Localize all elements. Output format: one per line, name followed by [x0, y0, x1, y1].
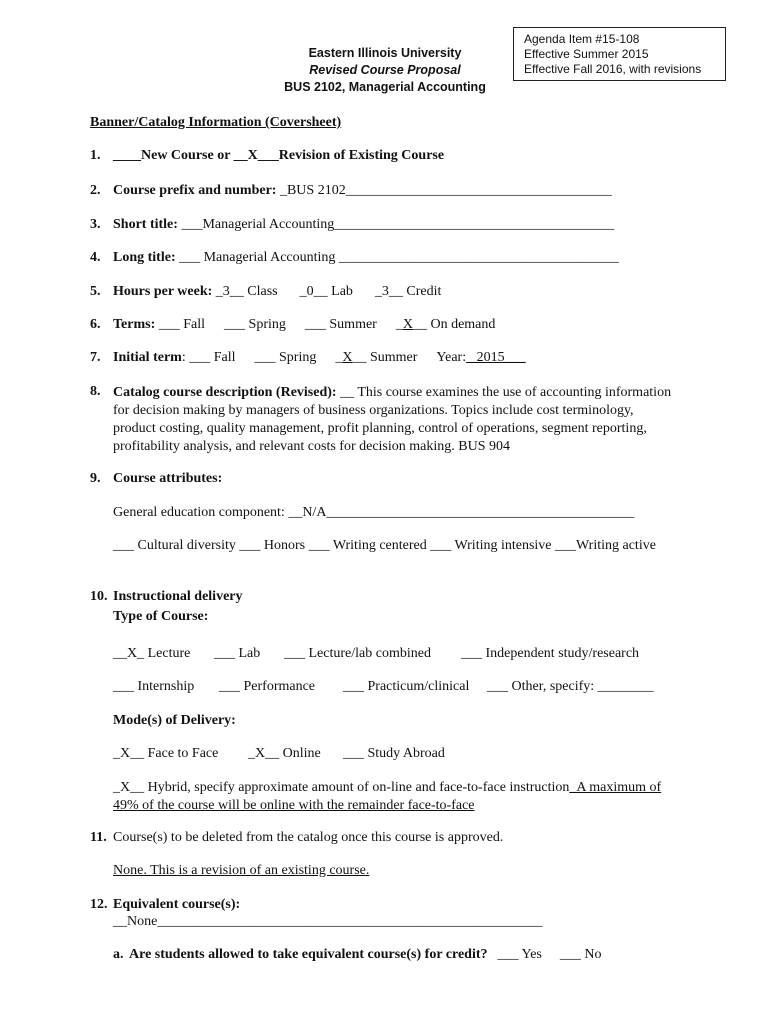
mode-study-abroad: ___ Study Abroad [343, 746, 445, 761]
item-9 [90, 471, 222, 487]
course-type-lab: ___ Lab [214, 646, 261, 661]
mode-online: _X__ Online [248, 746, 321, 761]
catalog-description-text: __ This course examines the use of accounting information for decision making by managers of business organizations. Topics include cost terminology, product costing, quality management, profit planning, control of operations, segment reporting, profitability analysis, and relevant costs for decision making. BUS 904 [113, 385, 672, 454]
item-number: 2. [90, 183, 101, 198]
summer-label: __ Summer [352, 350, 418, 365]
item-2 [90, 183, 612, 199]
item-8-number [90, 384, 113, 400]
item-number: 11. [90, 830, 107, 845]
equivalent-courses-label: Equivalent course(s): [113, 897, 241, 912]
agenda-item-number: Agenda Item #15-108 [524, 32, 640, 46]
proposal-title: Revised Course Proposal [309, 63, 461, 77]
course-prefix-value: _BUS 2102______________________________________ [276, 183, 612, 198]
agenda-effective-fall: Effective Fall 2016, with revisions [524, 62, 702, 76]
terms-demand-label: __ On demand [412, 317, 496, 332]
mode-face-to-face: _X__ Face to Face [113, 746, 219, 761]
catalog-description-label: Catalog course description (Revised): [113, 385, 337, 400]
equivalent-courses-value: __None_______________________________________________________ [113, 914, 543, 929]
item-number: 4. [90, 250, 101, 265]
item-number: 3. [90, 217, 101, 232]
equivalent-credit-question: Are students allowed to take equivalent course(s) for credit? [129, 947, 488, 962]
catalog-description [113, 384, 673, 456]
course-type-independent: ___ Independent study/research [461, 646, 640, 661]
agenda-box [513, 27, 726, 81]
summer-prefix: _ [335, 350, 343, 365]
course-attributes-label: Course attributes: [113, 471, 223, 486]
course-prefix-label: Course prefix and number: [113, 183, 277, 198]
terms-on-demand [396, 317, 496, 332]
item-7 [90, 350, 526, 366]
course-type-practicum: ___ Practicum/clinical [343, 679, 470, 694]
course-type-internship: ___ Internship [113, 679, 195, 694]
initial-term-label: Initial term [113, 350, 182, 365]
terms-label: Terms: [113, 317, 156, 332]
hours-lab: _0__ Lab [299, 284, 353, 299]
initial-term-summer [335, 350, 417, 365]
item-number: 12. [90, 897, 108, 912]
type-of-course-label: Type of Course: [113, 609, 209, 624]
hours-class: _3__ Class [212, 284, 278, 299]
course-type-lecture-lab: ___ Lecture/lab combined [284, 646, 431, 661]
item-12 [90, 897, 240, 913]
course-title: BUS 2102, Managerial Accounting [284, 80, 486, 94]
item-10 [90, 589, 243, 605]
item-6 [90, 317, 495, 333]
modes-of-delivery-label: Mode(s) of Delivery: [113, 713, 236, 728]
short-title-label: Short title: [113, 217, 178, 232]
item-number: 1. [90, 148, 101, 163]
hybrid-specification: _A maximum of 49% of the course will be online with the remainder face-to-face [113, 780, 662, 813]
section-title: Banner/Catalog Information (Coversheet) [90, 115, 342, 130]
university-name: Eastern Illinois University [308, 46, 462, 60]
hybrid-label: _X__ Hybrid, specify approximate amount of on-line and face-to-face instruction [113, 780, 570, 795]
initial-term-fall: ___ Fall [185, 350, 236, 365]
item-number: 5. [90, 284, 101, 299]
item-12a [113, 947, 602, 963]
instructional-delivery-label: Instructional delivery [113, 589, 243, 604]
new-or-revision: ____New Course or __X___Revision of Existing Course [113, 148, 445, 163]
gen-ed-component: General education component: __N/A____________________________________________ [113, 505, 635, 520]
item-4 [90, 250, 619, 266]
long-title-value: ___ Managerial Accounting ________________________________________ [175, 250, 619, 265]
item-12a-letter: a. [113, 947, 124, 962]
item-1 [90, 148, 444, 164]
item-11 [90, 830, 503, 846]
short-title-value: ___Managerial Accounting________________________________________ [177, 217, 615, 232]
equivalent-credit-no: ___ No [559, 947, 602, 962]
hours-credit: _3__ Credit [374, 284, 442, 299]
equivalent-credit-yes: ___ Yes [497, 947, 542, 962]
terms-summer: ___ Summer [304, 317, 377, 332]
initial-term-colon: : [181, 350, 186, 365]
year-value: _2015___ [466, 350, 526, 365]
item-number: 7. [90, 350, 101, 365]
agenda-effective-summer: Effective Summer 2015 [524, 47, 649, 61]
mode-hybrid [113, 779, 673, 815]
hours-label: Hours per week: [113, 284, 213, 299]
terms-demand-mark: X [402, 317, 413, 332]
courses-deleted-text: Course(s) to be deleted from the catalog once this course is approved. [113, 830, 504, 845]
summer-mark: X [342, 350, 353, 365]
terms-demand-prefix: _ [395, 317, 403, 332]
item-number: 10. [90, 589, 108, 604]
terms-fall: ___ Fall [155, 317, 206, 332]
initial-term-spring: ___ Spring [254, 350, 317, 365]
terms-spring: ___ Spring [224, 317, 286, 332]
item-3 [90, 217, 614, 233]
courses-deleted-answer: None. This is a revision of an existing course. [113, 863, 370, 878]
item-number: 6. [90, 317, 101, 332]
item-5 [90, 284, 441, 300]
course-type-lecture: __X_ Lecture [113, 646, 191, 661]
course-type-performance: ___ Performance [219, 679, 316, 694]
course-type-other: ___ Other, specify: ________ [487, 679, 654, 694]
item-number: 9. [90, 471, 101, 486]
item-number: 8. [90, 384, 101, 399]
attribute-options: ___ Cultural diversity ___ Honors ___ Writing centered ___ Writing intensive ___Writing active [113, 538, 656, 553]
year-label: Year: [436, 350, 467, 365]
long-title-label: Long title: [113, 250, 176, 265]
